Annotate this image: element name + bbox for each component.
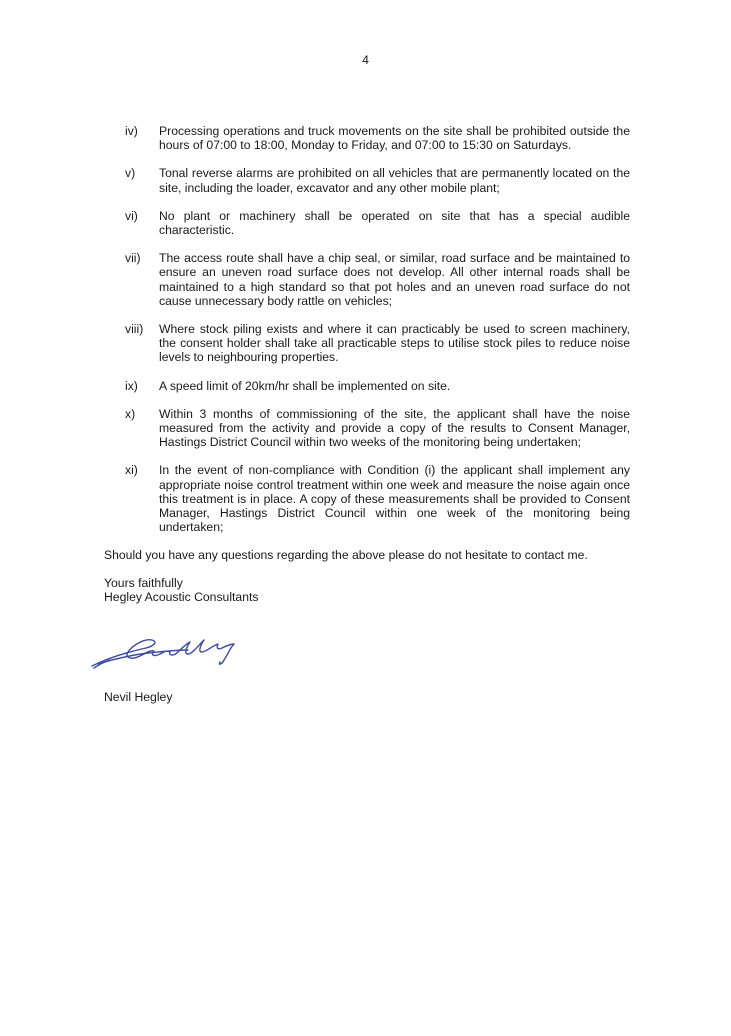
condition-text: A speed limit of 20km/hr shall be implemented on site. (159, 378, 451, 393)
condition-number: vii) (125, 251, 141, 266)
condition-item (104, 463, 630, 534)
condition-text: The access route shall have a chip seal, or similar, road surface and be maintained to ensure an uneven road surface does not develop. All other internal roads shall be maintained to a high standard so that pot holes and an uneven road surface do not cause unnecessary body rattle on vehicles; (159, 251, 630, 308)
condition-number: vi) (125, 208, 138, 223)
conditions-list (104, 124, 630, 548)
condition-text: No plant or machinery shall be operated on site that has a special audible characteristic. (159, 208, 630, 238)
signoff-block (104, 576, 258, 604)
condition-item (104, 379, 630, 393)
condition-text: In the event of non-compliance with Condition (i) the applicant shall implement any appropriate noise control treatment within one week and measure the noise again once this treatment is in place. A copy of these measurements shall be provided to Consent Manager, Hastings District Council within one week of the monitoring being undertaken; (159, 463, 630, 535)
closing-paragraph: Should you have any questions regarding the above please do not hesitate to contact me. (104, 548, 588, 562)
signoff-text: Yours faithfully (104, 576, 183, 590)
condition-text: Processing operations and truck movements on the site shall be prohibited outside the hours of 07:00 to 18:00, Monday to Friday, and 07:00 to 15:30 on Saturdays. (159, 124, 630, 153)
signature-image (88, 628, 252, 672)
signer-name: Nevil Hegley (104, 690, 173, 704)
condition-number: v) (125, 166, 136, 181)
signature-stroke (98, 650, 188, 664)
company-name: Hegley Acoustic Consultants (104, 590, 259, 605)
signature-stroke (92, 640, 234, 666)
condition-text: Where stock piling exists and where it can practicably be used to screen machinery, the consent holder shall take all practicable steps to utilise stock piles to reduce noise levels to neighbouring properties. (159, 322, 630, 365)
condition-number: ix) (125, 378, 138, 393)
condition-item (104, 407, 630, 450)
page-number: 4 (362, 53, 369, 67)
condition-text: Tonal reverse alarms are prohibited on all vehicles that are permanently located on the site, including the loader, excavator and any other mobile plant; (159, 166, 630, 195)
condition-item (104, 209, 630, 237)
condition-item (104, 251, 630, 308)
condition-number: x) (125, 406, 136, 421)
condition-item (104, 166, 630, 194)
condition-item (104, 322, 630, 365)
condition-number: iv) (125, 124, 138, 138)
condition-text: Within 3 months of commissioning of the site, the applicant shall have the noise measured from the activity and provide a copy of the results to Consent Manager, Hastings District Council within two weeks of the monitoring being undertaken; (159, 406, 630, 450)
condition-number: xi) (125, 463, 138, 478)
condition-item (104, 124, 630, 152)
condition-number: viii) (125, 322, 144, 337)
